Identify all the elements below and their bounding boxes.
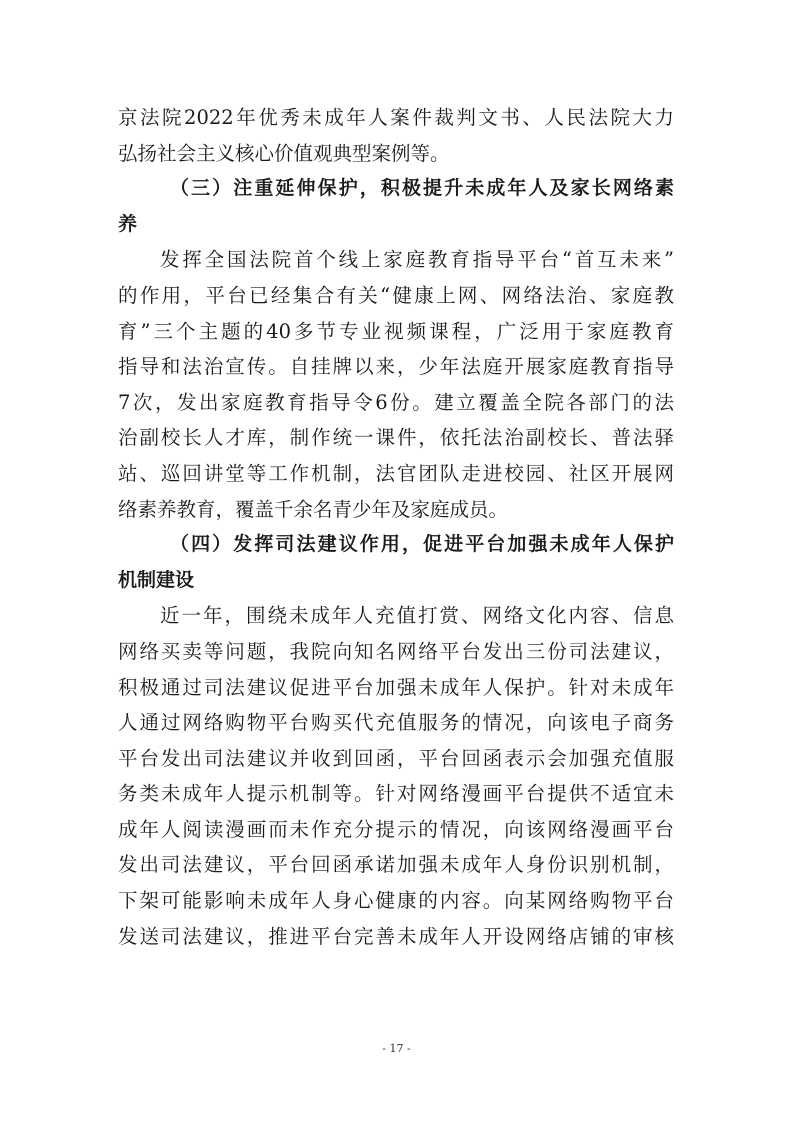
section-heading: （四）发挥司法建议作用，促进平台加强未成年人保护 — [170, 533, 674, 556]
text-line: 发送司法建议，推进平台完善未成年人开设网络店铺的审核 — [118, 924, 674, 948]
text-line: 发挥全国法院首个线上家庭教育指导平台“首互未来” — [160, 248, 674, 272]
text-line: 成年人阅读漫画而未作充分提示的情况，向该网络漫画平台 — [118, 817, 674, 841]
text-line: 发出司法建议，平台回函承诺加强未成年人身份识别机制， — [118, 853, 674, 877]
section-heading: 机制建设 — [118, 568, 195, 591]
text-line: 下架可能影响未成年人身心健康的内容。向某网络购物平台 — [118, 889, 674, 913]
text-line: 育”三个主题的40多节专业视频课程，广泛用于家庭教育 — [118, 319, 674, 343]
text-line: 指导和法治宣传。自挂牌以来，少年法庭开展家庭教育指导 — [118, 355, 674, 379]
text-line: 人通过网络购物平台购买代充值服务的情况，向该电子商务 — [118, 711, 674, 735]
section-heading: 养 — [118, 212, 138, 235]
text-line: 弘扬社会主义核心价值观典型案例等。 — [118, 141, 450, 165]
text-line: 络素养教育，覆盖千余名青少年及家庭成员。 — [118, 497, 509, 521]
text-line: 近一年，围绕未成年人充值打赏、网络文化内容、信息 — [160, 604, 674, 628]
text-line: 平台发出司法建议并收到回函，平台回函表示会加强充值服 — [118, 746, 674, 770]
text-line: 务类未成年人提示机制等。针对网络漫画平台提供不适宜未 — [118, 782, 674, 806]
text-line: 的作用，平台已经集合有关“健康上网、网络法治、家庭教 — [118, 283, 674, 307]
text-line: 网络买卖等问题，我院向知名网络平台发出三份司法建议， — [118, 639, 674, 663]
text-line: 积极通过司法建议促进平台加强未成年人保护。针对未成年 — [118, 675, 674, 699]
text-line: 7次，发出家庭教育指导令6份。建立覆盖全院各部门的法 — [118, 390, 674, 414]
text-line: 京法院2022年优秀未成年人案件裁判文书、人民法院大力 — [118, 106, 674, 129]
text-line: 治副校长人才库，制作统一课件，依托法治副校长、普法驿 — [118, 426, 674, 450]
section-heading: （三）注重延伸保护，积极提升未成年人及家长网络素 — [170, 177, 674, 200]
page-number: - 17 - — [382, 1042, 411, 1055]
document-body — [118, 100, 674, 954]
text-line: 站、巡回讲堂等工作机制，法官团队走进校园、社区开展网 — [118, 461, 674, 485]
